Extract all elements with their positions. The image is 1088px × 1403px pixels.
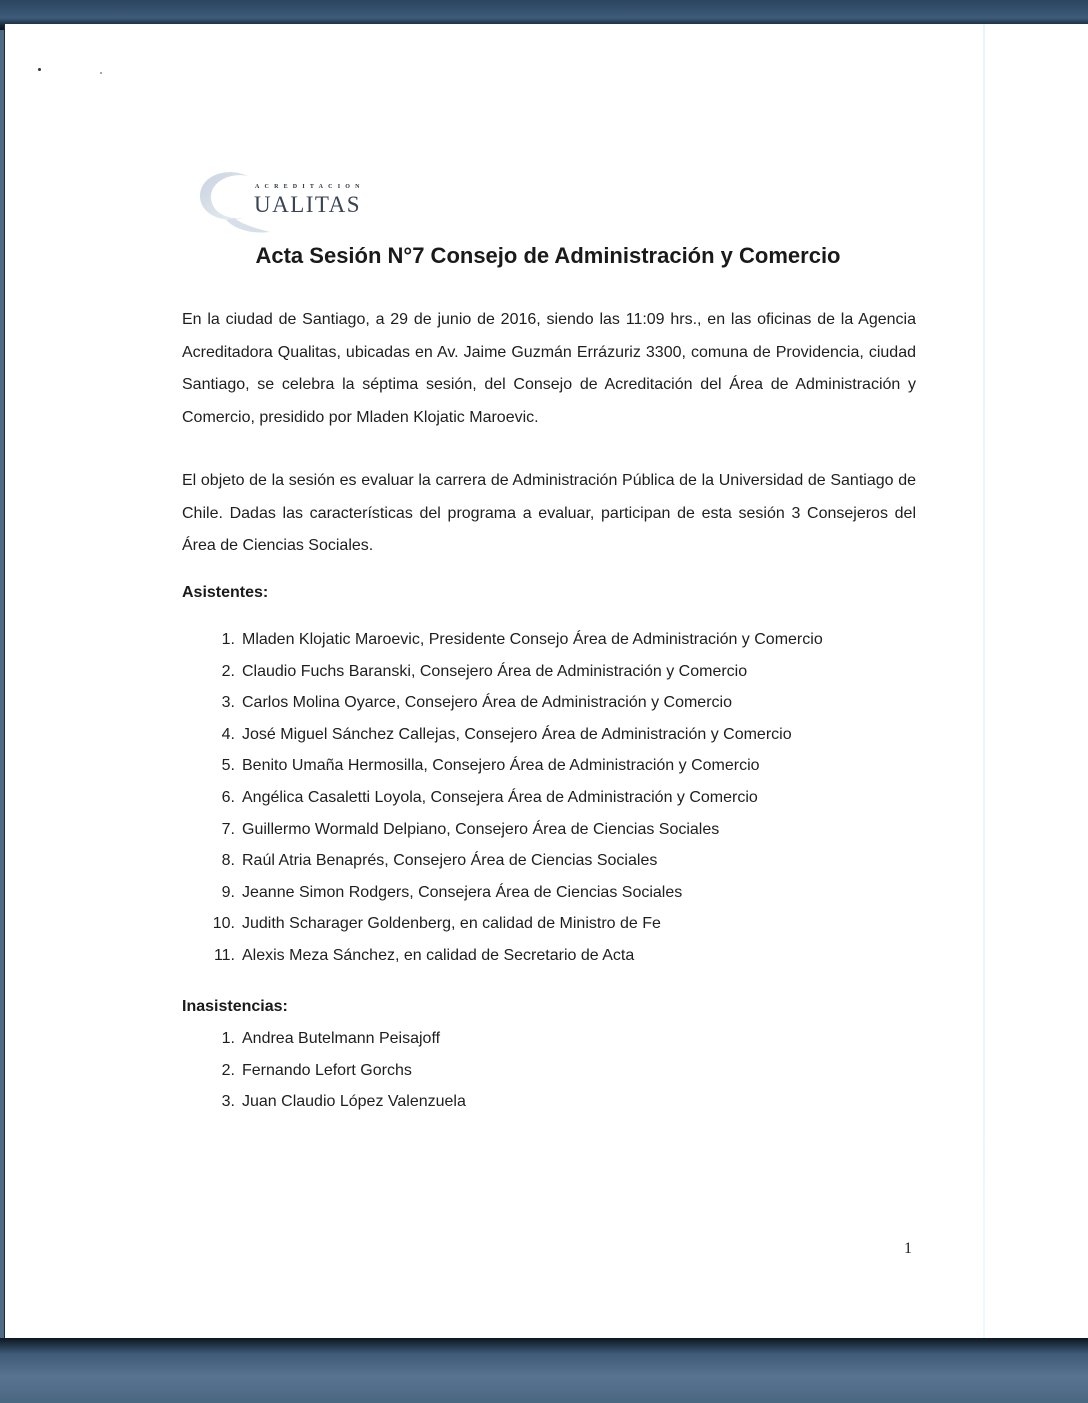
document-title: Acta Sesión N°7 Consejo de Administración y Comercio xyxy=(255,243,841,268)
list-item-number: 11. xyxy=(213,946,235,964)
list-item-text: Mladen Klojatic Maroevic, Presidente Consejo Área de Administración y Comercio xyxy=(242,631,823,648)
objective-paragraph: El objeto de la sesión es evaluar la carrera de Administración Pública de la Universidad de Santiago de Chile. Dadas las características del programa a evaluar, participan de esta sesión 3 Consejeros del Área de Ciencias Sociales. xyxy=(182,472,916,554)
list-item xyxy=(182,628,823,660)
list-item-text: Angélica Casaletti Loyola, Consejera Área de Administración y Comercio xyxy=(242,788,758,806)
list-item-number: 10. xyxy=(212,915,235,933)
list-item xyxy=(182,849,823,881)
list-item xyxy=(182,912,823,944)
list-item-number: 7. xyxy=(221,820,235,838)
list-item-text: Guillermo Wormald Delpiano, Consejero Área de Ciencias Sociales xyxy=(242,820,720,838)
list-item-number: 3. xyxy=(221,1093,235,1110)
asistentes-list xyxy=(182,628,823,976)
list-item-number: 3. xyxy=(221,694,235,712)
list-item-text: Jeanne Simon Rodgers, Consejera Área de Ciencias Sociales xyxy=(242,883,683,901)
list-item-number: 9. xyxy=(221,883,235,901)
qualitas-logo xyxy=(196,168,366,238)
list-item xyxy=(182,660,823,692)
list-item xyxy=(182,1027,466,1059)
list-item-text: Alexis Meza Sánchez, en calidad de Secretario de Acta xyxy=(242,946,635,964)
list-item-text: Benito Umaña Hermosilla, Consejero Área de Administración y Comercio xyxy=(242,757,760,775)
list-item xyxy=(182,786,823,818)
list-item-number: 1. xyxy=(221,1030,235,1047)
list-item-text: Andrea Butelmann Peisajoff xyxy=(242,1030,441,1047)
list-item xyxy=(182,881,823,913)
list-item xyxy=(182,1090,466,1122)
list-item xyxy=(182,691,823,723)
list-item-number: 2. xyxy=(221,662,235,680)
list-item xyxy=(182,944,823,976)
logo-wordmark: UALITAS xyxy=(254,192,362,217)
list-item-text: Juan Claudio López Valenzuela xyxy=(242,1093,466,1110)
intro-paragraph: En la ciudad de Santiago, a 29 de junio de 2016, siendo las 11:09 hrs., en las oficinas de la Agencia Acreditadora Qualitas, ubicadas en Av. Jaime Guzmán Errázuriz 3300, comuna de Providencia, ciudad Santiago, se celebra la séptima sesión, del Consejo de Acreditación del Área de Administración y Comercio, presidido por Mladen Klojatic Maroevic. xyxy=(182,311,916,426)
list-item-text: José Miguel Sánchez Callejas, Consejero Área de Administración y Comercio xyxy=(242,725,792,743)
list-item-text: Claudio Fuchs Baranski, Consejero Área de Administración y Comercio xyxy=(242,662,748,680)
list-item-text: Judith Scharager Goldenberg, en calidad de Ministro de Fe xyxy=(242,915,661,933)
page-number: 1 xyxy=(904,1240,912,1257)
scan-speck xyxy=(38,68,41,71)
list-item-text: Fernando Lefort Gorchs xyxy=(242,1061,412,1079)
list-item xyxy=(182,754,823,786)
scanner-bottom-edge xyxy=(0,1338,1088,1403)
list-item xyxy=(182,1059,466,1091)
list-item-number: 6. xyxy=(221,788,235,806)
list-item-number: 4. xyxy=(221,725,235,743)
list-item-number: 1. xyxy=(221,631,235,648)
list-item-number: 8. xyxy=(221,852,235,870)
list-item-text: Carlos Molina Oyarce, Consejero Área de Administración y Comercio xyxy=(242,694,732,712)
list-item xyxy=(182,818,823,850)
logo-tagline: ACREDITACION xyxy=(255,184,365,190)
list-item xyxy=(182,723,823,755)
list-item-number: 5. xyxy=(221,757,235,775)
list-item-number: 2. xyxy=(221,1061,235,1079)
scan-speck xyxy=(100,72,102,74)
list-item-text: Raúl Atria Benaprés, Consejero Área de Ciencias Sociales xyxy=(242,852,658,870)
page-margin-edge xyxy=(983,24,985,1340)
inasistencias-heading: Inasistencias: xyxy=(182,998,288,1015)
asistentes-heading: Asistentes: xyxy=(182,584,269,601)
inasistencias-list xyxy=(182,1027,466,1122)
